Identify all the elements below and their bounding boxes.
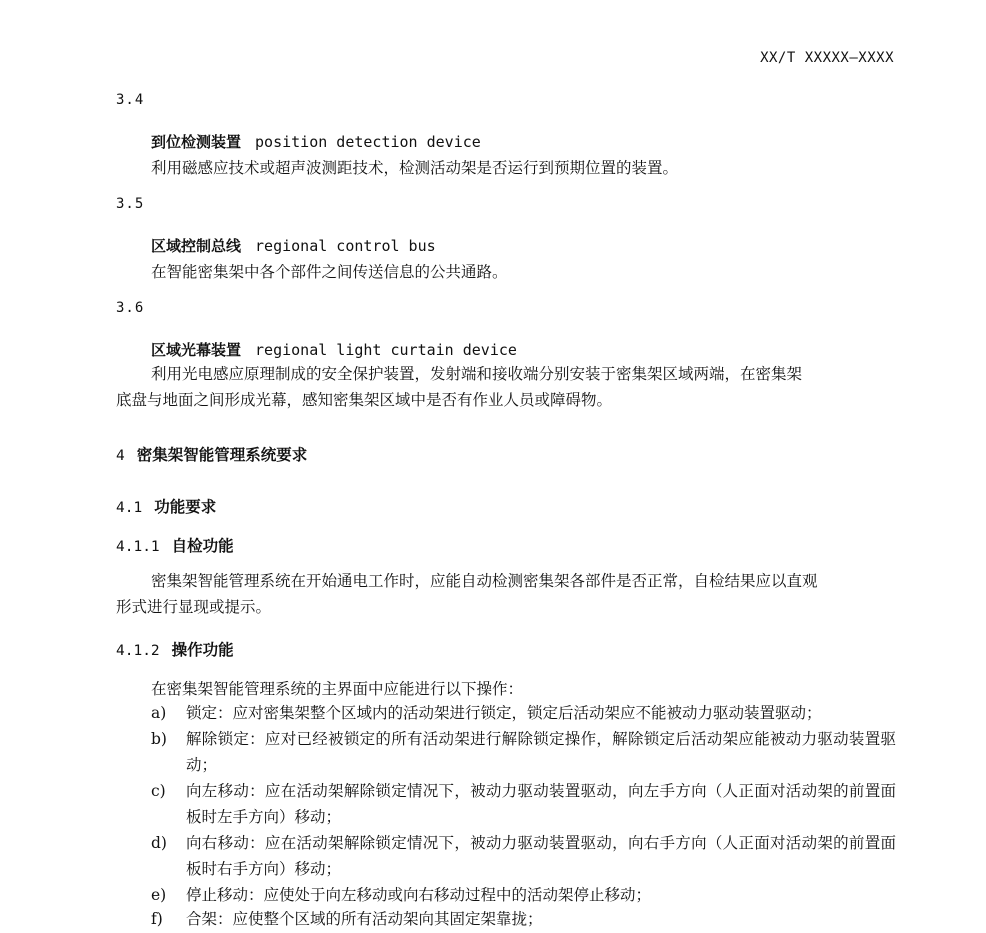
paragraph-line: 密集架智能管理系统在开始通电工作时，应能自动检测密集架各部件是否正常，自检结果应以直观 — [151, 572, 818, 590]
list-text: 向右移动：应在活动架解除锁定情况下，被动力驱动装置驱动，向右手方向（人正面对活动架的前置面板时右手方向）移动； — [186, 834, 896, 878]
paragraph-intro-4-1-2: 在密集架智能管理系统的主界面中应能进行以下操作： — [151, 680, 524, 698]
list-text: 解除锁定：应对已经被锁定的所有活动架进行解除锁定操作，解除锁定后活动架应能被动力驱动装置驱动； — [186, 730, 896, 774]
term-3-4 — [151, 131, 481, 152]
definition-3-4: 利用磁感应技术或超声波测距技术，检测活动架是否运行到预期位置的装置。 — [151, 159, 679, 177]
list-text: 锁定：应对密集架整个区域内的活动架进行锁定，锁定后活动架应不能被动力驱动装置驱动； — [186, 704, 822, 722]
definition-line: 底盘与地面之间形成光幕，感知密集架区域中是否有作业人员或障碍物。 — [116, 391, 613, 409]
term-en: position detection device — [255, 133, 481, 151]
clause-number-3-4: 3.4 — [116, 92, 145, 108]
term-zh: 区域控制总线 — [151, 237, 242, 255]
list-item-d — [151, 830, 896, 882]
paragraph-4-1-1 — [116, 568, 896, 620]
term-3-6 — [151, 339, 517, 360]
section-heading-4 — [116, 443, 307, 465]
list-text: 向左移动：应在活动架解除锁定情况下，被动力驱动装置驱动，向左手方向（人正面对活动架的前置面板时左手方向）移动； — [186, 782, 896, 826]
list-item-e — [151, 882, 896, 908]
section-number: 4.1 — [116, 500, 143, 516]
section-title: 操作功能 — [171, 641, 234, 659]
section-title: 密集架智能管理系统要求 — [136, 446, 308, 464]
list-item-f — [151, 906, 896, 932]
term-en: regional control bus — [255, 237, 436, 255]
list-text: 停止移动：应使处于向左移动或向右移动过程中的活动架停止移动； — [186, 886, 652, 904]
section-heading-4-1-1 — [116, 534, 234, 556]
list-text: 合架：应使整个区域的所有活动架向其固定架靠拢； — [186, 910, 543, 928]
list-label: d) — [151, 834, 167, 852]
section-number: 4.1.1 — [116, 539, 160, 555]
paragraph-line: 形式进行显现或提示。 — [116, 598, 272, 616]
list-label: a) — [151, 704, 167, 722]
list-label: e) — [151, 886, 167, 904]
list-label: b) — [151, 730, 167, 748]
section-heading-4-1-2 — [116, 638, 234, 660]
section-title: 功能要求 — [154, 498, 217, 516]
term-zh: 到位检测装置 — [151, 133, 242, 151]
definition-3-6 — [116, 361, 896, 413]
section-heading-4-1 — [116, 495, 216, 517]
standard-code: XX/T XXXXX—XXXX — [760, 50, 894, 66]
clause-number-3-5: 3.5 — [116, 196, 145, 212]
list-item-a — [151, 700, 896, 726]
term-3-5 — [151, 235, 436, 256]
section-number: 4.1.2 — [116, 643, 160, 659]
list-label: c) — [151, 782, 166, 800]
clause-number-3-6: 3.6 — [116, 300, 145, 316]
definition-line: 利用光电感应原理制成的安全保护装置，发射端和接收端分别安装于密集架区域两端，在密集架 — [151, 365, 803, 383]
list-item-b — [151, 726, 896, 778]
section-title: 自检功能 — [171, 537, 234, 555]
list-item-c — [151, 778, 896, 830]
term-zh: 区域光幕装置 — [151, 341, 242, 359]
list-label: f) — [151, 910, 163, 928]
definition-3-5: 在智能密集架中各个部件之间传送信息的公共通路。 — [151, 263, 508, 281]
section-number: 4 — [116, 448, 125, 464]
term-en: regional light curtain device — [255, 341, 517, 359]
